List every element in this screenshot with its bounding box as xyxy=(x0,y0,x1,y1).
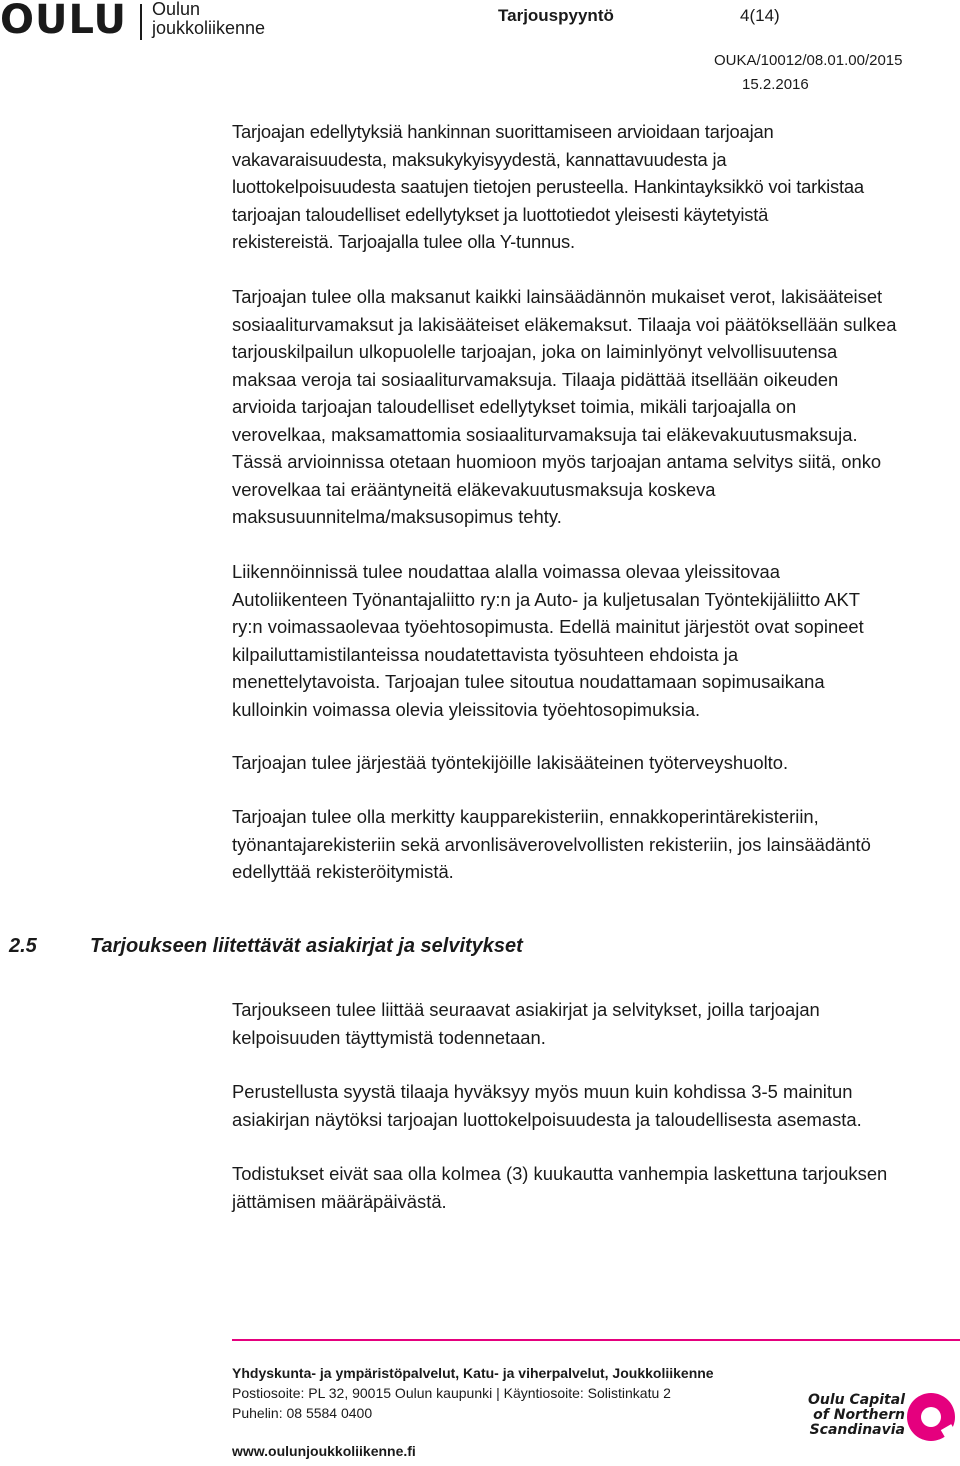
page-number: 4(14) xyxy=(740,6,780,25)
footer-address: Postiosoite: PL 32, 90015 Oulun kaupunki | Käyntiosoite: Solistinkatu 2 xyxy=(232,1385,671,1401)
paragraph-taxes: Tarjoajan tulee olla maksanut kaikki lainsäädännön mukaiset verot, lakisääteiset sosiaaliturvamaksut ja lakisääteiset eläkemaksut. Tilaaja voi päätöksellään sulkea tarjouskilpailun ulkopuolelle tarjoajan, joka on laiminlyönyt velvollisuutensa maksaa veroja tai sosiaaliturvamaksuja. Tilaaja pidättää itsellään oikeuden arvioida tarjoajan taloudelliset edellytykset toimia, mikäli tarjoajalla on verovelkaa, maksamattomia sosiaaliturvamaksuja tai eläkevakuutusmaksuja. Tässä arvioinnissa otetaan huomioon myös tarjoajan antama selvitys siitä, onko verovelkaa tai erääntyneitä eläkevakuutusmaksuja koskeva maksusuunnitelma/maksusopimus tehty. xyxy=(232,286,897,527)
paragraph-collective-agreement: Liikennöinnissä tulee noudattaa alalla voimassa olevaa yleissitovaa Autoliikenteen Työnantajaliitto ry:n ja Auto- ja kuljetusalan Työntekijäliitto AKT ry:n voimassaolevaa työehtosopimusta. Edellä mainitut järjestöt ovat sopineet kilpailuttamistilanteissa noudatettavista työsuhteen ehdoista ja menettelytavoista. Tarjoajan tulee sitoutua noudattamaan sopimusaikana kulloinkin voimassa olevia yleissitovia työehtosopimuksia. xyxy=(232,561,864,720)
section-title: Tarjoukseen liitettävät asiakirjat ja selvitykset xyxy=(90,935,523,957)
section-number: 2.5 xyxy=(9,935,37,957)
reference-number: OUKA/10012/08.01.00/2015 xyxy=(714,52,903,69)
paragraph-financial-standing: Tarjoajan edellytyksiä hankinnan suorittamiseen arvioidaan tarjoajan vakavaraisuudesta, maksukykyisyydestä, kannattavuudesta ja luottokelpoisuudesta saatujen tietojen perusteella. Hankintayksikkö voi tarkistaa tarjoajan taloudelliset edellytykset ja luottotiedot yleisesti käytetyistä rekistereistä. Tarjoajalla tulee olla Y-tunnus. xyxy=(232,121,864,252)
footer-website-link[interactable]: www.oulunjoukkoliikenne.fi xyxy=(232,1443,416,1459)
document-date: 15.2.2016 xyxy=(742,76,809,93)
capital-logo-icon xyxy=(904,1390,958,1444)
oulu-logo: OULU xyxy=(0,0,128,43)
paragraph-certificate-age: Todistukset eivät saa olla kolmea (3) kuukautta vanhempia laskettuna tarjouksen jättämisen määräpäivästä. xyxy=(232,1163,888,1212)
paragraph-attachments: Tarjoukseen tulee liittää seuraavat asiakirjat ja selvitykset, joilla tarjoajan kelpoisuuden täyttymistä todennetaan. xyxy=(232,999,820,1048)
footer-organization: Yhdyskunta- ja ympäristöpalvelut, Katu- ja viherpalvelut, Joukkoliikenne xyxy=(232,1365,714,1381)
footer-phone: Puhelin: 08 5584 0400 xyxy=(232,1405,373,1421)
paragraph-other-documents: Perustellusta syystä tilaaja hyväksyy myös muun kuin kohdissa 3-5 mainitun asiakirjan näytöksi tarjoajan luottokelpoisuudesta ja taloudellisesta asemasta. xyxy=(232,1081,862,1130)
document-type: Tarjouspyyntö xyxy=(498,6,614,25)
footer-rule xyxy=(232,1339,960,1341)
paragraph-registers: Tarjoajan tulee olla merkitty kaupparekisteriin, ennakkoperintärekisteriin, työnantajarekisteriin sekä arvonlisäverovelvollisten rekisteriin, jos lainsäädäntö edellyttää rekisteröitymistä. xyxy=(232,806,871,882)
capital-logo-text: Oulu Capital of Northern Scandinavia xyxy=(808,1392,905,1438)
logo-divider xyxy=(140,4,142,40)
logo-subtitle: Oulun joukkoliikenne xyxy=(152,0,266,38)
paragraph-occupational-health: Tarjoajan tulee järjestää työntekijöille lakisääteinen työterveyshuolto. xyxy=(232,752,789,773)
